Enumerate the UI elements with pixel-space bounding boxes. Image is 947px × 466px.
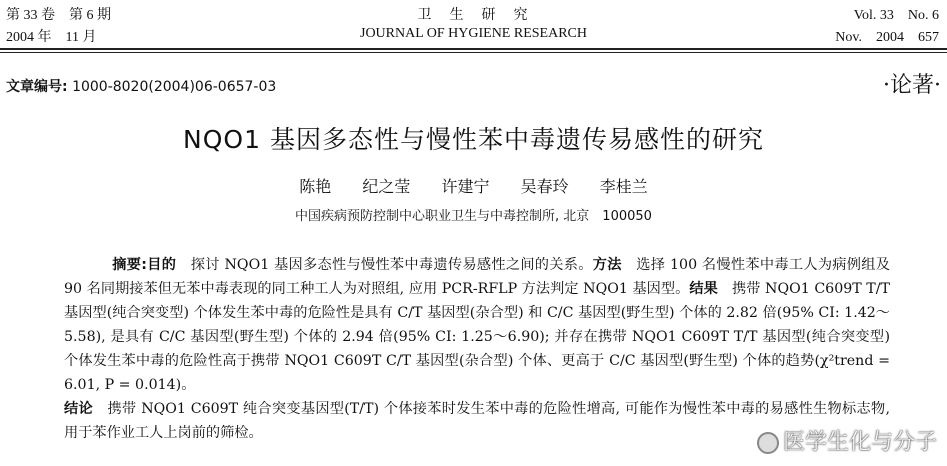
date-cn: 2004 年 11 月 [6,30,97,45]
conclusion-label: 结论 [64,401,93,417]
section-label: ·论著· [883,73,941,98]
wechat-icon [757,432,779,454]
abstract [64,253,890,445]
conclusion-text: 携带 NQO1 C609T 纯合突变基因型(T/T) 个体接苯时发生苯中毒的危险性增高, 可能作为慢性苯中毒的易感性生物标志物, 用于苯作业工人上岗前的筛检。 [64,401,890,441]
author: 许建宁 [441,177,490,196]
author: 陈艳 [299,177,332,196]
method-text: 选择 100 名慢性苯中毒工人为病例组及 90 名同期接苯但无苯中毒表现的同工种工人为对照组, 应用 PCR-RFLP 方法判定 NQO1 基因型。 [64,257,890,297]
header-rule-thick [0,48,947,50]
objective-text: 探讨 NQO1 基因多态性与慢性苯中毒遗传易感性之间的关系。 [190,257,593,273]
watermark-text: 医学生化与分子 [782,430,937,455]
author: 纪之莹 [362,177,411,196]
volume-issue-en: Vol. 33 No. 6 [853,8,939,23]
journal-name-cn: 卫 生 研 究 [417,8,530,23]
results-label: 结果 [689,281,718,297]
method-label: 方法 [592,257,622,273]
date-page-en: Nov. 2004 657 [835,30,939,45]
article-number-value: 1000-8020(2004)06-0657-03 [72,79,277,95]
paper-title: NQO1 基因多态性与慢性苯中毒遗传易感性的研究 [183,125,764,154]
article-number-label: 文章编号: [6,79,68,95]
author: 吴春玲 [520,177,569,196]
author: 李桂兰 [599,177,648,196]
abstract-label: 摘要: [112,257,147,273]
affiliation: 中国疾病预防控制中心职业卫生与中毒控制所, 北京 100050 [295,209,652,224]
header-rule-thin [0,52,947,53]
author-list [0,174,947,197]
watermark [757,425,937,456]
objective-label: 目的 [146,257,177,273]
results-text: 携带 NQO1 C609T T/T 基因型(纯合突变型) 个体发生苯中毒的危险性是具有 C/T 基因型(杂合型) 和 C/C 基因型(野生型) 个体的 2.82 倍(95% CI: 1.42～5.58), 是具有 C/C 基因型(野生型) 个体的 2.94 倍(95% CI: 1.25～6.90); 并存在携带 NQO1 C609T T/T 基因型(纯合突变型) 个体发生苯中毒的危险性高于携带 NQO1 C609T C/T 基因型(杂合型) 个体、更高于 C/C 基因型(野生型) 个体的趋势(χ²trend = 6.01, P = 0.014)。 [64,281,890,393]
journal-header [0,0,947,52]
journal-name-en: JOURNAL OF HYGIENE RESEARCH [360,26,587,41]
article-number [6,76,276,96]
volume-issue-cn: 第 33 卷 第 6 期 [6,8,111,23]
